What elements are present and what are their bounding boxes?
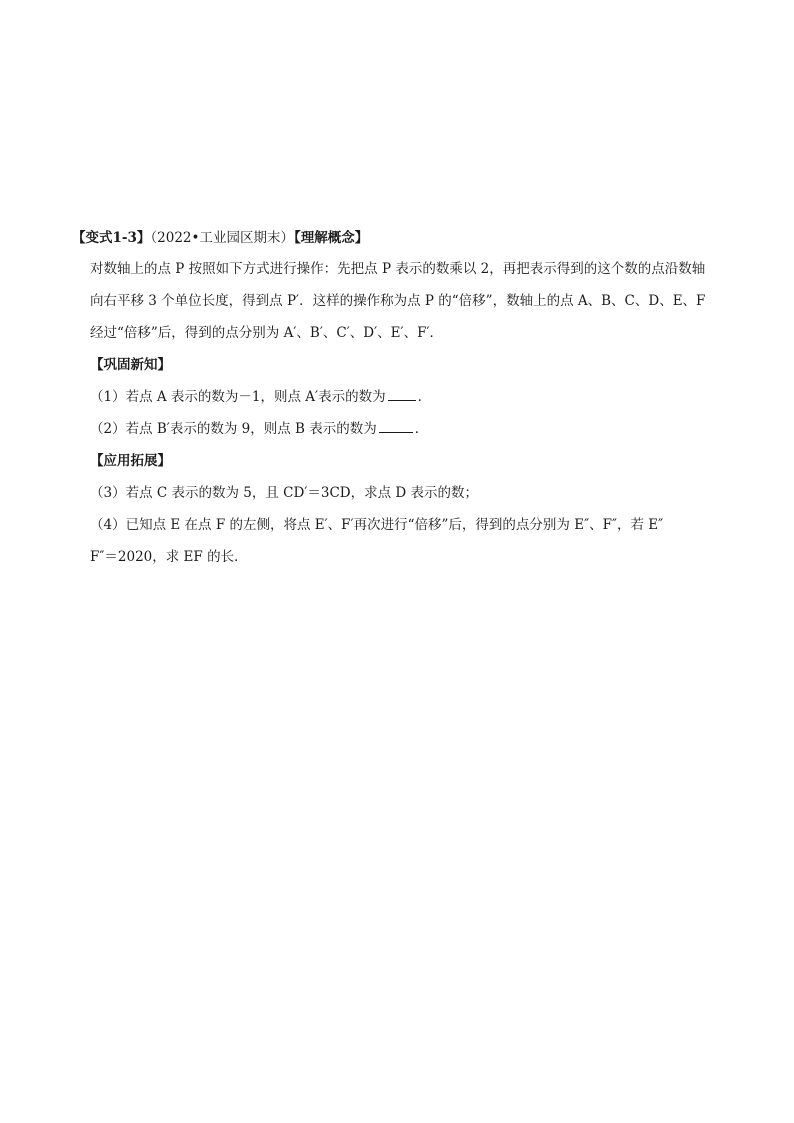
question-4-line-1: （4）已知点 E 在点 F 的左侧，将点 E′、F′再次进行“倍移”后，得到的点分别为 E″、F″，若 E″ — [90, 517, 664, 533]
intro-line-1: 对数轴上的点 P 按照如下方式进行操作：先把点 P 表示的数乘以 2，再把表示得到的这个数的点沿数轴 — [90, 261, 706, 277]
answer-blank-1[interactable] — [388, 388, 416, 401]
problem-category: 【理解概念】 — [293, 230, 369, 246]
question-3: （3）若点 C 表示的数为 5，且 CD′＝3CD，求点 D 表示的数； — [90, 485, 479, 501]
question-4-line-2: F″＝2020，求 EF 的长． — [90, 549, 248, 565]
question-2-end: ． — [414, 421, 429, 437]
intro-line-2: 向右平移 3 个单位长度，得到点 P′．这样的操作称为点 P 的“倍移”，数轴上的点 A、B、C、D、E、F — [90, 293, 706, 309]
section-heading-apply: 【应用拓展】 — [90, 453, 171, 469]
problem-heading — [72, 228, 732, 249]
intro-line-3: 经过“倍移”后，得到的点分别为 A′、B′、C′、D′、E′、F′． — [90, 325, 444, 341]
problem-tag: 【变式1-3】 — [72, 230, 151, 246]
answer-blank-2[interactable] — [379, 420, 413, 433]
question-2 — [72, 419, 732, 440]
question-1-end: ． — [417, 389, 432, 405]
section-heading-consolidate: 【巩固新知】 — [90, 357, 171, 373]
question-1-text: （1）若点 A 表示的数为－1，则点 A′表示的数为 — [90, 389, 386, 405]
problem-block — [72, 228, 732, 568]
question-1 — [72, 387, 732, 408]
problem-source: （2022•工业园区期末） — [150, 230, 294, 246]
question-2-text: （2）若点 B′表示的数为 9，则点 B 表示的数为 — [90, 421, 377, 437]
